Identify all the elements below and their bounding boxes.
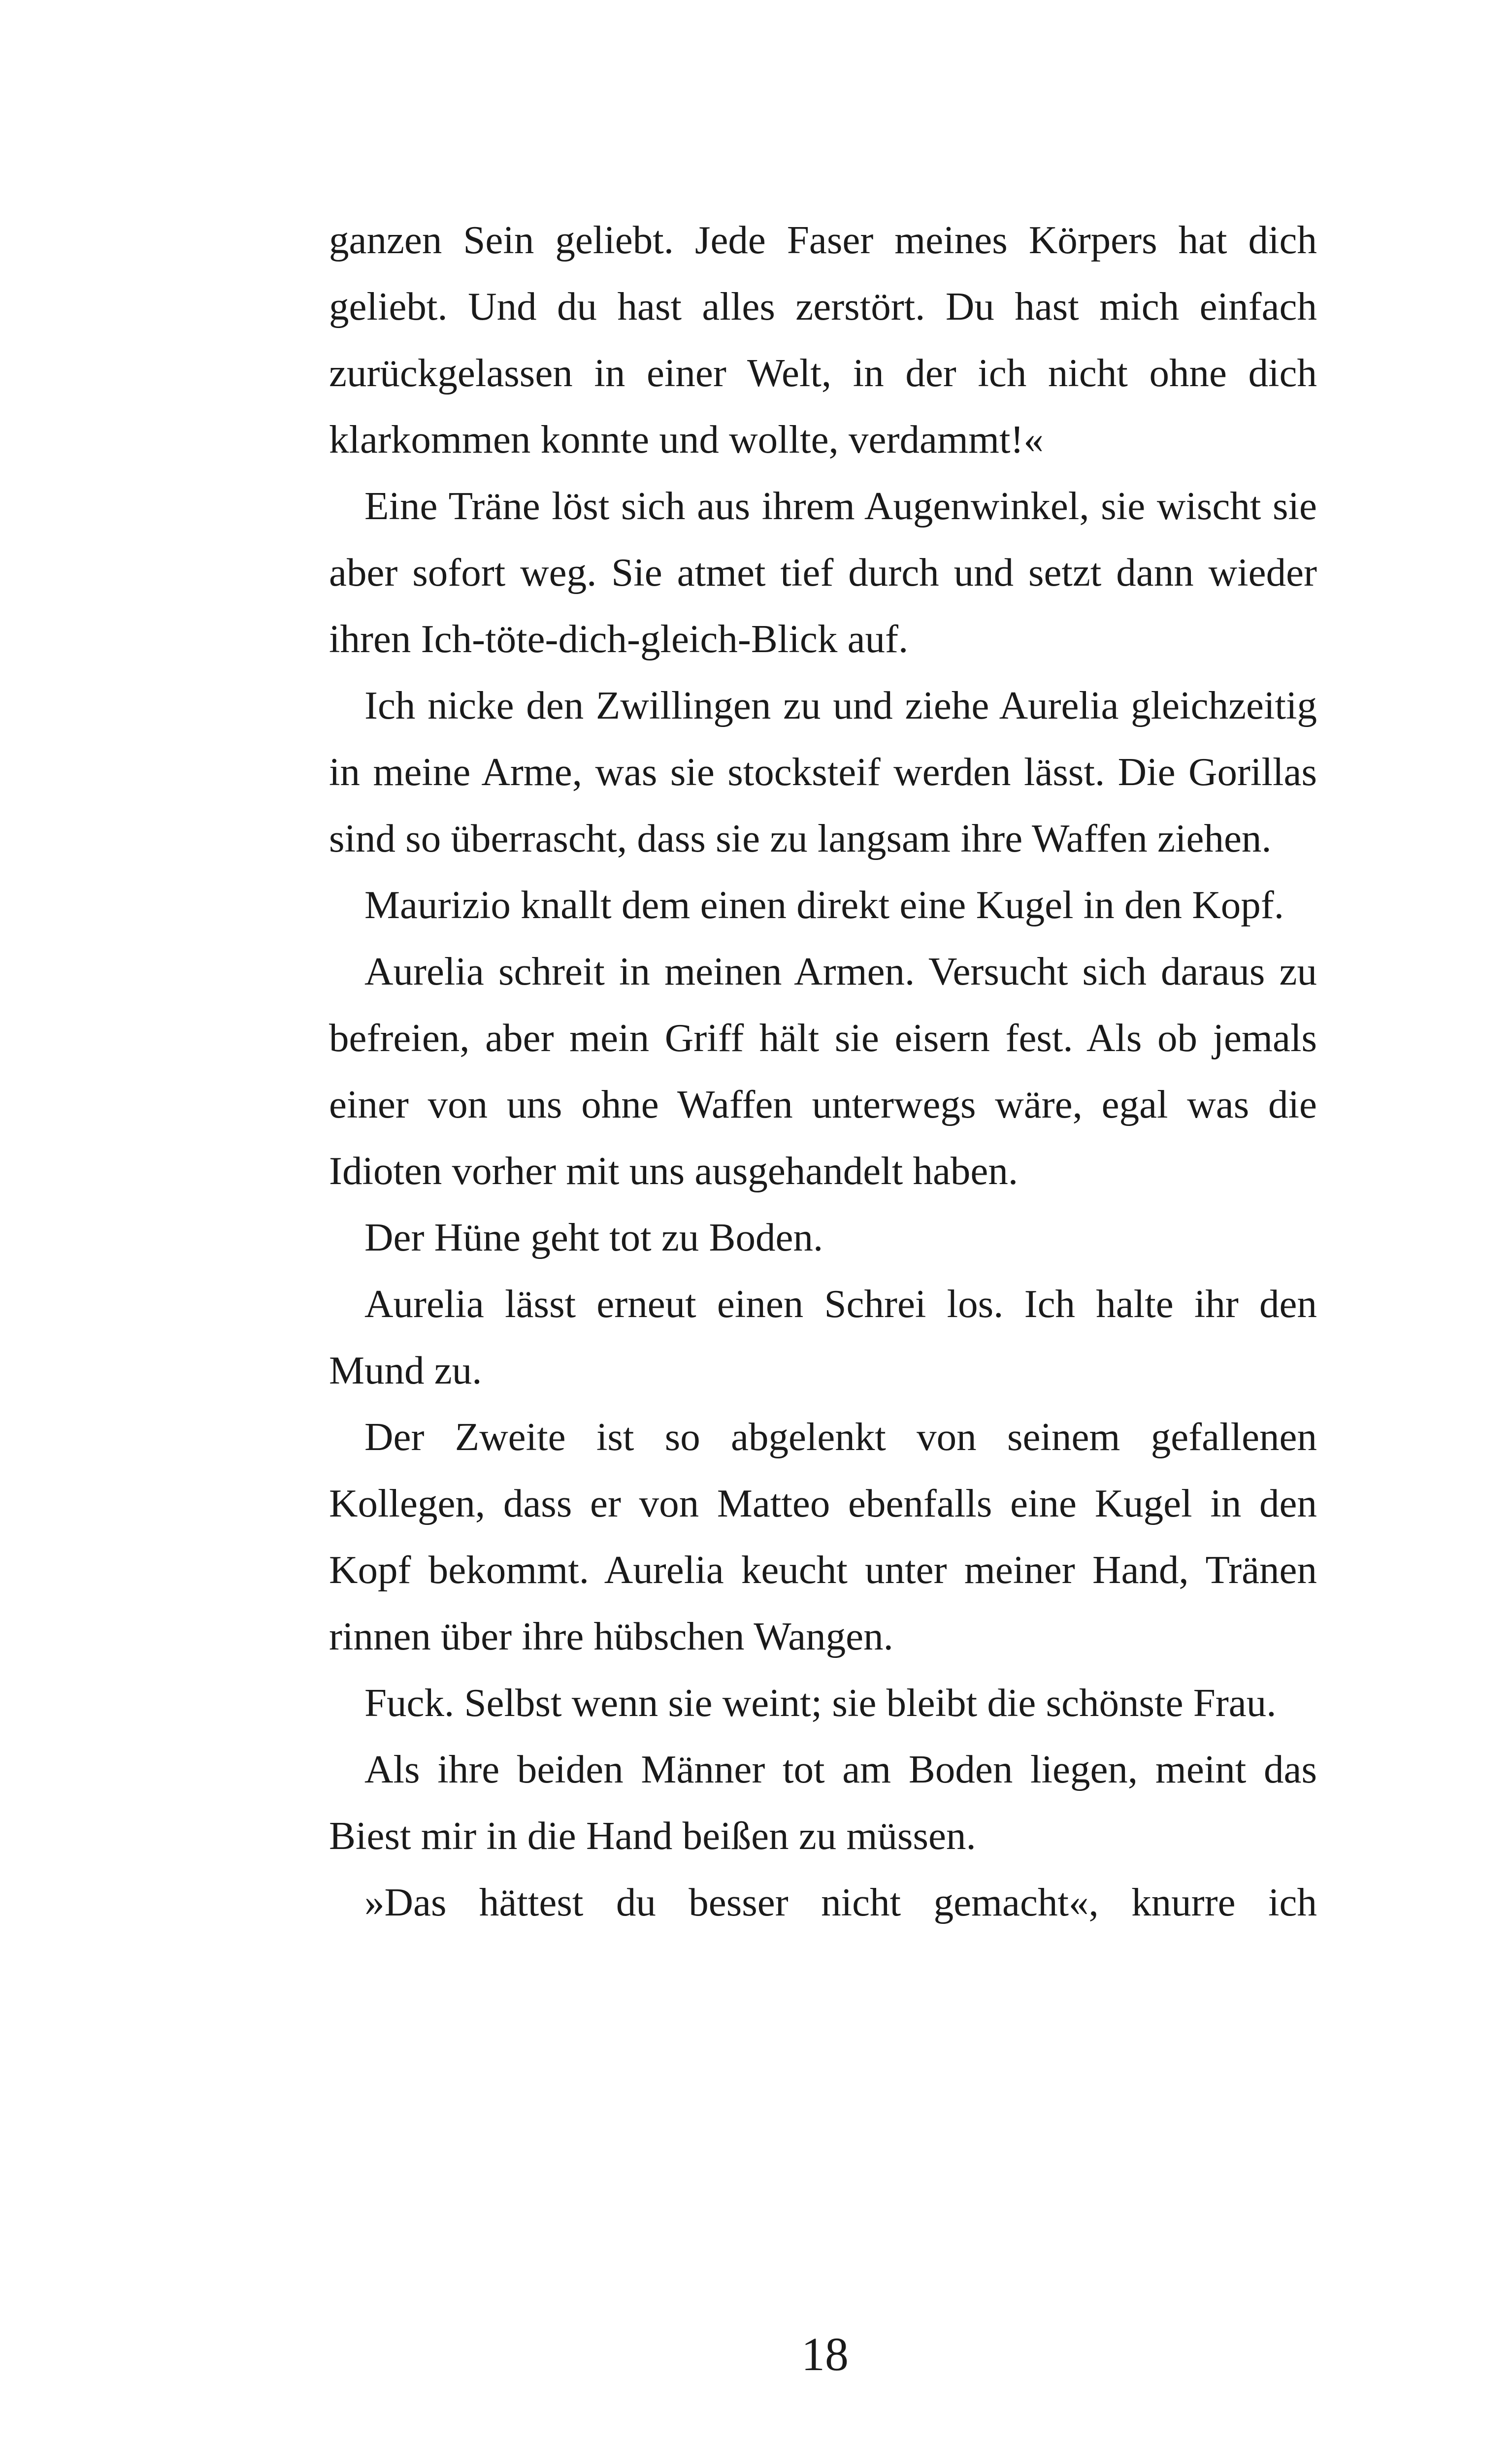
paragraph-4: Maurizio knallt dem einen direkt eine Kugel in den Kopf. xyxy=(364,883,1284,927)
page-number: 18 xyxy=(801,2328,849,2380)
paragraph-9: Fuck. Selbst wenn sie weint; sie bleibt die schönste Frau. xyxy=(364,1681,1277,1725)
body-text xyxy=(329,207,1317,1936)
paragraph-1: ganzen Sein geliebt. Jede Faser meines Körpers hat dich geliebt. Und du hast alles zerstört. Du hast mich einfach zurückgelassen in einer Welt, in der ich nicht ohne dich klarkommen konnte und wollte, verdammt!« xyxy=(329,218,1317,462)
paragraph-2: Eine Träne löst sich aus ihrem Augenwinkel, sie wischt sie aber sofort weg. Sie atmet tief durch und setzt dann wieder ihren Ich-töte-dich-gleich-Blick auf. xyxy=(329,484,1317,661)
paragraph-3: Ich nicke den Zwillingen zu und ziehe Aurelia gleichzeitig in meine Arme, was sie stocksteif werden lässt. Die Gorillas sind so überrascht, dass sie zu langsam ihre Waffen ziehen. xyxy=(329,683,1317,860)
paragraph-10: Als ihre beiden Männer tot am Boden liegen, meint das Biest mir in die Hand beißen zu müssen. xyxy=(329,1747,1317,1858)
paragraph-6: Der Hüne geht tot zu Boden. xyxy=(364,1215,823,1259)
paragraph-8: Der Zweite ist so abgelenkt von seinem gefallenen Kollegen, dass er von Matteo ebenfalls eine Kugel in den Kopf bekommt. Aurelia keucht unter meiner Hand, Tränen rinnen über ihre hübschen Wangen. xyxy=(329,1415,1317,1658)
paragraph-5: Aurelia schreit in meinen Armen. Versucht sich daraus zu befreien, aber mein Griff hält sie eisern fest. Als ob jemals einer von uns ohne Waffen unterwegs wäre, egal was die Idioten vorher mit uns ausgehandelt haben. xyxy=(329,949,1317,1193)
paragraph-11: »Das hättest du besser nicht gemacht«, knurre ich xyxy=(364,1880,1317,1924)
paragraph-7: Aurelia lässt erneut einen Schrei los. Ich halte ihr den Mund zu. xyxy=(329,1282,1317,1392)
